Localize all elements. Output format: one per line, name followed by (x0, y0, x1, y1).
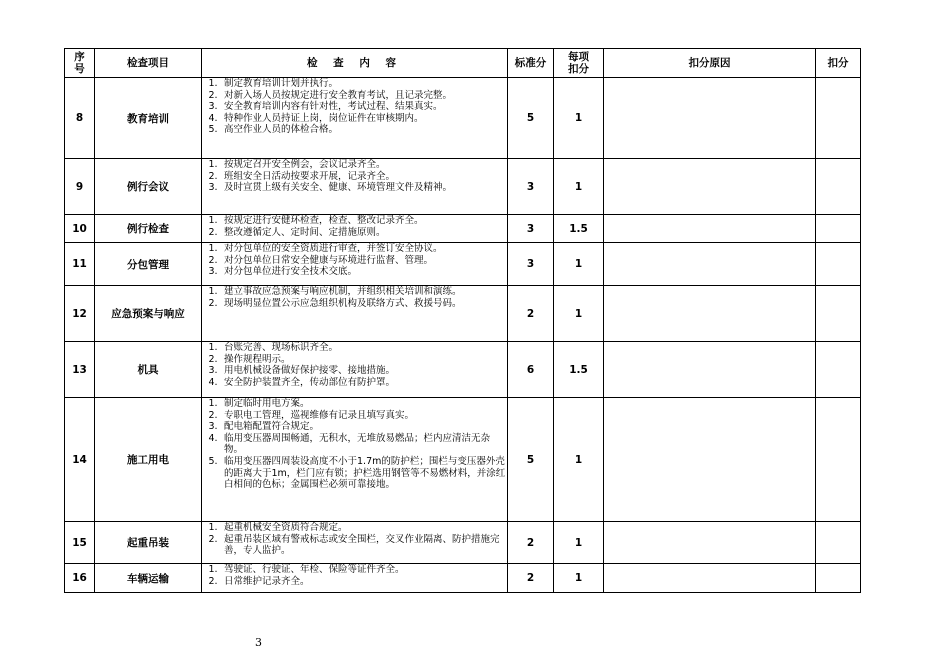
content-item-text: 用电机械设备做好保护接零、接地措施。 (224, 365, 396, 377)
content-item-number: 2. (208, 89, 218, 101)
standard-score: 3 (508, 159, 554, 215)
content-item (202, 398, 507, 410)
content-item (202, 522, 507, 534)
content-item (202, 182, 507, 194)
content-item-text: 对分包单位日常安全健康与环境进行监督、管理。 (224, 254, 434, 266)
standard-score: 6 (508, 342, 554, 398)
check-item-name: 起重吊装 (95, 522, 202, 564)
content-item (202, 286, 507, 298)
content-item-text: 高空作业人员的体检合格。 (224, 124, 339, 136)
content-item-number: 3. (208, 421, 218, 433)
per-item-deduction: 1 (554, 398, 604, 522)
content-item (202, 266, 507, 278)
content-item (202, 171, 507, 183)
per-item-deduction: 1 (554, 564, 604, 593)
content-item-number: 1. (208, 342, 218, 353)
inspection-table (64, 48, 861, 593)
deduction-cell (816, 215, 861, 243)
content-item (202, 564, 507, 576)
header-no: 序号 (65, 49, 95, 78)
deduction-reason-cell (604, 78, 816, 159)
deduction-reason-cell (604, 564, 816, 593)
content-item-text: 建立事故应急预案与响应机制，并组织相关培训和演练。 (224, 286, 462, 297)
per-item-deduction: 1.5 (554, 342, 604, 398)
row-number: 12 (65, 286, 95, 342)
content-item (202, 433, 507, 456)
standard-score: 3 (508, 215, 554, 243)
standard-score: 2 (508, 286, 554, 342)
content-item (202, 113, 507, 125)
content-item-text: 日常维护记录齐全。 (224, 575, 310, 587)
deduction-reason-cell (604, 243, 816, 286)
deduction-reason-cell (604, 398, 816, 522)
content-item-text: 对分包单位的安全资质进行审查，并签订安全协议。 (224, 243, 443, 254)
header-standard: 标准分 (508, 49, 554, 78)
content-item (202, 227, 507, 239)
content-item (202, 421, 507, 433)
header-content: 检 查 内 容 (202, 49, 508, 78)
per-item-deduction: 1 (554, 522, 604, 564)
per-item-deduction: 1 (554, 286, 604, 342)
content-item-number: 3. (208, 365, 218, 377)
check-item-name: 应急预案与响应 (95, 286, 202, 342)
table-row (65, 159, 861, 215)
content-item-text: 对新入场人员按规定进行安全教育考试，且记录完整。 (224, 89, 453, 101)
content-item-number: 3. (208, 101, 218, 113)
row-number: 15 (65, 522, 95, 564)
table-row (65, 342, 861, 398)
check-item-name: 分包管理 (95, 243, 202, 286)
content-item-text: 台账完善、现场标识齐全。 (224, 342, 339, 353)
content-item-number: 5. (208, 455, 218, 467)
check-content (202, 243, 508, 286)
content-item-text: 对分包单位进行安全技术交底。 (224, 266, 358, 278)
row-number: 13 (65, 342, 95, 398)
content-item-number: 2. (208, 297, 218, 309)
page-number: 3 (255, 636, 262, 649)
check-item-name: 例行检查 (95, 215, 202, 243)
content-item (202, 255, 507, 267)
content-item (202, 354, 507, 366)
content-item-text: 起重机械安全资质符合规定。 (224, 522, 348, 533)
content-item-number: 2. (208, 170, 218, 182)
table-row (65, 286, 861, 342)
check-content (202, 78, 508, 159)
deduction-cell (816, 522, 861, 564)
per-item-deduction: 1.5 (554, 215, 604, 243)
content-item (202, 101, 507, 113)
content-item-text: 临用变压器四周装设高度不小于1.7m的防护栏；围栏与变压器外壳的距离大于1m，栏门应有锁；护栏选用钢管等不易燃材料，并涂红白相间的色标；金属围栏必须可靠接地。 (224, 455, 506, 491)
content-item-number: 3. (208, 266, 218, 278)
standard-score: 2 (508, 564, 554, 593)
content-item-number: 1. (208, 286, 218, 297)
content-item (202, 534, 507, 557)
row-number: 11 (65, 243, 95, 286)
content-item-text: 临用变压器周围畅通，无积水，无堆放易燃品；栏内应清洁无杂物。 (224, 432, 491, 456)
check-content (202, 564, 508, 593)
content-item-text: 安全教育培训内容有针对性，考试过程、结果真实。 (224, 101, 443, 113)
deduction-cell (816, 342, 861, 398)
deduction-cell (816, 78, 861, 159)
check-item-name: 施工用电 (95, 398, 202, 522)
row-number: 10 (65, 215, 95, 243)
content-item-number: 1. (208, 78, 218, 89)
check-content (202, 286, 508, 342)
row-number: 9 (65, 159, 95, 215)
deduction-cell (816, 243, 861, 286)
content-item-text: 特种作业人员持证上岗，岗位证件在审核期内。 (224, 112, 424, 124)
standard-score: 2 (508, 522, 554, 564)
content-item-text: 安全防护装置齐全，传动部位有防护罩。 (224, 376, 396, 388)
check-content (202, 215, 508, 243)
check-item-name: 车辆运输 (95, 564, 202, 593)
content-item-text: 起重吊装区域有警戒标志或安全围栏，交叉作业隔离、防护措施完善，专人监护。 (224, 533, 500, 557)
content-item-number: 2. (208, 254, 218, 266)
content-item (202, 243, 507, 255)
content-item (202, 342, 507, 354)
content-item-number: 1. (208, 215, 218, 226)
content-item-number: 3. (208, 182, 218, 194)
content-item-number: 5. (208, 124, 218, 136)
table-row (65, 564, 861, 593)
standard-score: 3 (508, 243, 554, 286)
content-item (202, 576, 507, 588)
check-content (202, 522, 508, 564)
content-item-number: 1. (208, 243, 218, 254)
content-item-text: 制定教育培训计划并执行。 (224, 78, 339, 89)
deduction-cell (816, 159, 861, 215)
check-content (202, 398, 508, 522)
content-item-text: 按规定召开安全例会，会议记录齐全。 (224, 159, 386, 170)
content-item (202, 377, 507, 389)
content-item (202, 298, 507, 310)
table-row (65, 215, 861, 243)
check-item-name: 例行会议 (95, 159, 202, 215)
table-row (65, 522, 861, 564)
per-item-deduction: 1 (554, 243, 604, 286)
check-content (202, 159, 508, 215)
content-item (202, 78, 507, 90)
content-item-number: 2. (208, 533, 218, 545)
content-item-text: 专职电工管理，巡视维修有记录且填写真实。 (224, 409, 415, 421)
deduction-reason-cell (604, 215, 816, 243)
header-per-item: 每项扣分 (554, 49, 604, 78)
row-number: 16 (65, 564, 95, 593)
content-item-number: 1. (208, 159, 218, 170)
content-item-number: 4. (208, 432, 218, 444)
content-item (202, 90, 507, 102)
check-item-name: 教育培训 (95, 78, 202, 159)
table-row (65, 243, 861, 286)
content-item-number: 2. (208, 226, 218, 238)
content-item-number: 1. (208, 522, 218, 533)
content-item (202, 456, 507, 491)
header-item: 检查项目 (95, 49, 202, 78)
check-item-name: 机具 (95, 342, 202, 398)
standard-score: 5 (508, 78, 554, 159)
content-item (202, 124, 507, 136)
row-number: 14 (65, 398, 95, 522)
content-item-number: 4. (208, 376, 218, 388)
content-item-number: 2. (208, 575, 218, 587)
content-item-number: 2. (208, 409, 218, 421)
table-header-row (65, 49, 861, 78)
deduction-cell (816, 286, 861, 342)
content-item-number: 2. (208, 353, 218, 365)
content-item-text: 驾驶证、行驶证、年检、保险等证件齐全。 (224, 564, 405, 575)
content-item-text: 操作规程明示。 (224, 353, 291, 365)
table-row (65, 78, 861, 159)
deduction-cell (816, 564, 861, 593)
content-item (202, 215, 507, 227)
check-content (202, 342, 508, 398)
header-reason: 扣分原因 (604, 49, 816, 78)
content-item-text: 制定临时用电方案。 (224, 398, 310, 409)
content-item-text: 现场明显位置公示应急组织机构及联络方式、救援号码。 (224, 297, 462, 309)
header-deduct: 扣分 (816, 49, 861, 78)
deduction-reason-cell (604, 286, 816, 342)
content-item-text: 配电箱配置符合规定。 (224, 421, 320, 433)
deduction-reason-cell (604, 159, 816, 215)
content-item-text: 按规定进行安健环检查，检查、整改记录齐全。 (224, 215, 424, 226)
content-item (202, 410, 507, 422)
deduction-reason-cell (604, 342, 816, 398)
content-item-text: 整改遵循定人、定时间、定措施原则。 (224, 226, 386, 238)
row-number: 8 (65, 78, 95, 159)
deduction-reason-cell (604, 522, 816, 564)
content-item (202, 365, 507, 377)
table-body (65, 78, 861, 593)
per-item-deduction: 1 (554, 78, 604, 159)
content-item-number: 4. (208, 112, 218, 124)
content-item-number: 1. (208, 564, 218, 575)
content-item-text: 班组安全日活动按要求开展，记录齐全。 (224, 170, 396, 182)
table-row (65, 398, 861, 522)
standard-score: 5 (508, 398, 554, 522)
content-item (202, 159, 507, 171)
per-item-deduction: 1 (554, 159, 604, 215)
content-item-number: 1. (208, 398, 218, 409)
deduction-cell (816, 398, 861, 522)
content-item-text: 及时宣贯上级有关安全、健康、环境管理文件及精神。 (224, 182, 453, 194)
